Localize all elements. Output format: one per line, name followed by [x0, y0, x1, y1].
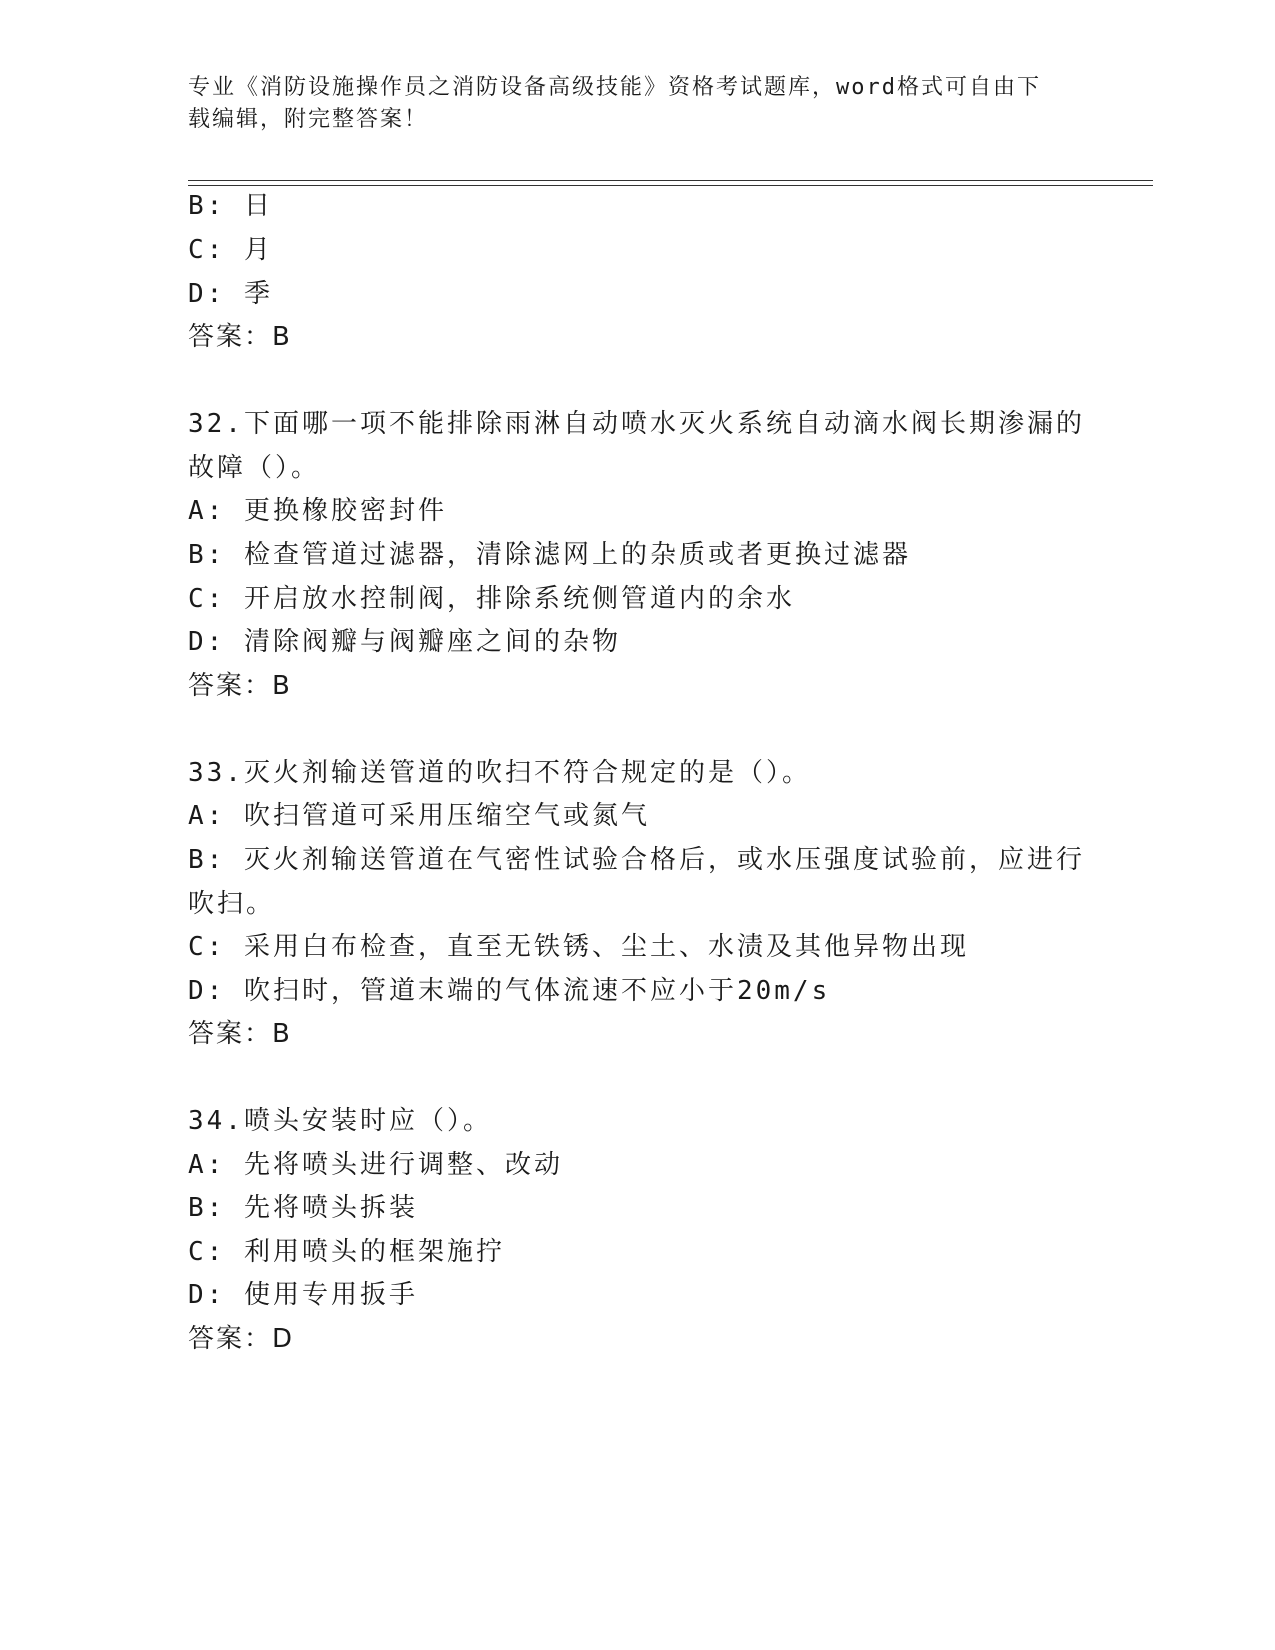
q33-option-b-line-1: B: 灭火剂输送管道在气密性试验合格后，或水压强度试验前，应进行: [188, 845, 1085, 875]
q34-option-d: D: 使用专用扳手: [188, 1280, 418, 1310]
q33-option-b-line-2: 吹扫。: [188, 889, 276, 919]
q33-stem: 33.灭火剂输送管道的吹扫不符合规定的是（）。: [188, 758, 811, 788]
header-line-1: 专业《消防设施操作员之消防设备高级技能》资格考试题库，word格式可自由下: [188, 75, 1041, 100]
q33-option-a: A: 吹扫管道可采用压缩空气或氮气: [188, 801, 650, 831]
q32-option-a: A: 更换橡胶密封件: [188, 496, 447, 526]
header-line-2: 载编辑，附完整答案！: [188, 107, 429, 132]
q33-option-d: D: 吹扫时，管道末端的气体流速不应小于20m/s: [188, 976, 831, 1006]
q34-answer: 答案：D: [188, 1324, 295, 1354]
q34-option-b: B: 先将喷头拆装: [188, 1193, 418, 1223]
prev-option-d: D: 季: [188, 279, 273, 309]
q33-option-c: C: 采用白布检查，直至无铁锈、尘土、水渍及其他异物出现: [188, 932, 969, 962]
q33-answer: 答案：B: [188, 1019, 292, 1049]
prev-option-b: B: 日: [188, 191, 273, 221]
q32-option-c: C: 开启放水控制阀，排除系统侧管道内的余水: [188, 584, 795, 614]
prev-answer: 答案：B: [188, 322, 292, 352]
q34-option-a: A: 先将喷头进行调整、改动: [188, 1150, 563, 1180]
q32-answer: 答案：B: [188, 671, 292, 701]
header-divider-bottom: [188, 185, 1153, 186]
q32-option-b: B: 检查管道过滤器，清除滤网上的杂质或者更换过滤器: [188, 540, 911, 570]
q34-option-c: C: 利用喷头的框架施拧: [188, 1237, 505, 1267]
q32-option-d: D: 清除阀瓣与阀瓣座之间的杂物: [188, 627, 621, 657]
q32-stem-line-1: 32.下面哪一项不能排除雨淋自动喷水灭火系统自动滴水阀长期渗漏的: [188, 409, 1085, 439]
prev-option-c: C: 月: [188, 235, 273, 265]
q32-stem-line-2: 故障（）。: [188, 453, 321, 483]
q34-stem: 34.喷头安装时应（）。: [188, 1106, 492, 1136]
header-divider-top: [188, 180, 1153, 181]
page-header: [188, 72, 1068, 136]
